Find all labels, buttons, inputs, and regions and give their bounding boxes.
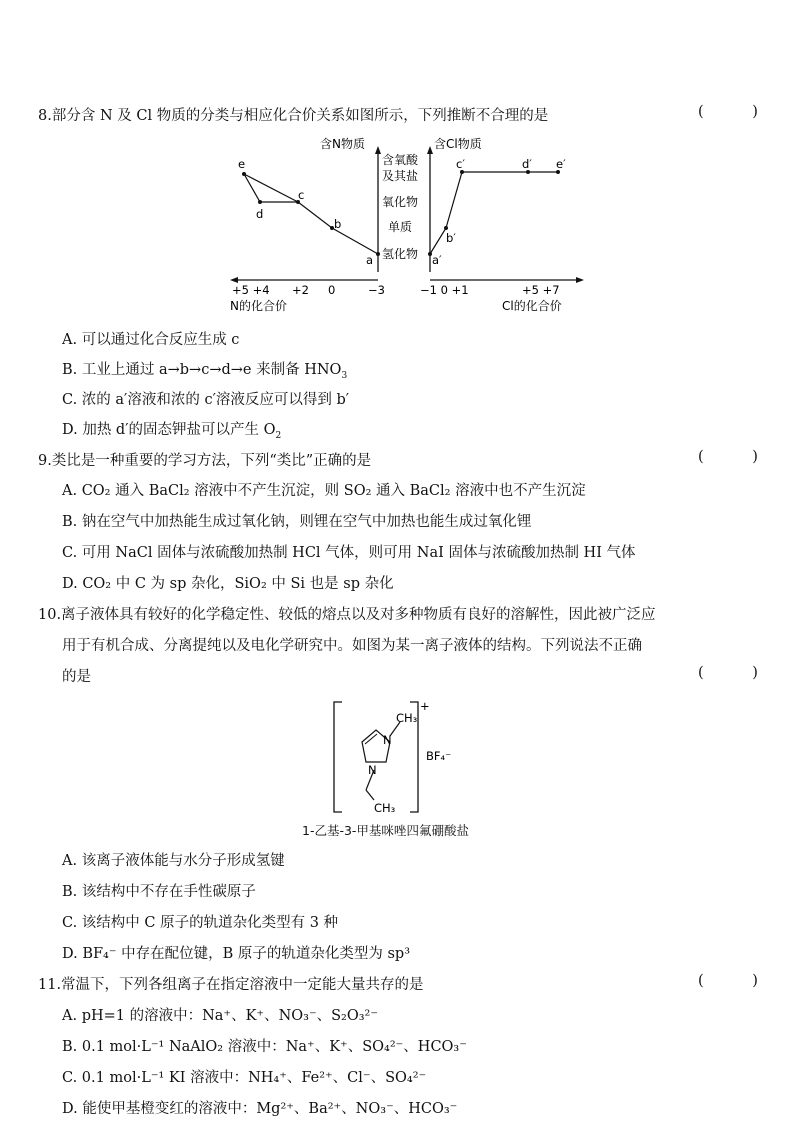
point-c-prime: c′ xyxy=(456,157,465,171)
q11-option-a: A. pH=1 的溶液中：Na⁺、K⁺、NO₃⁻、S₂O₃²⁻ xyxy=(62,1008,379,1024)
anion-bf4: BF₄⁻ xyxy=(426,749,452,763)
n-axis-label: N的化合价 xyxy=(230,299,287,313)
ch3-top: CH₃ xyxy=(396,711,418,725)
point-b: b xyxy=(334,217,342,231)
point-b-prime: b′ xyxy=(446,231,456,245)
q10-option-b: B. 该结构中不存在手性碳原子 xyxy=(62,884,256,900)
point-e-prime: e′ xyxy=(556,157,566,171)
point-d-prime: d′ xyxy=(522,157,532,171)
q11-stem: 11.常温下，下列各组离子在指定溶液中一定能大量共存的是 xyxy=(38,977,424,993)
n-title: 含N物质 xyxy=(320,137,365,151)
point-c: c xyxy=(298,188,305,202)
q8-valence-diagram xyxy=(222,134,592,314)
cat-oxyacid: 含氧酸 xyxy=(382,153,419,167)
n-tick-54: +5 +4 xyxy=(232,283,270,297)
point-e: e xyxy=(238,157,246,171)
q9-stem: 9.类比是一种重要的学习方法，下列“类比”正确的是 xyxy=(38,453,372,469)
q9-option-a: A. CO₂ 通入 BaCl₂ 溶液中不产生沉淀，则 SO₂ 通入 BaCl₂ 溶液中也不产生沉淀 xyxy=(62,483,586,499)
q10-option-c: C. 该结构中 C 原子的轨道杂化类型有 3 种 xyxy=(62,915,339,931)
n-bottom: N xyxy=(368,763,377,777)
q10-stem-line3: 的是 xyxy=(62,669,91,685)
q8-stem: 8.部分含 N 及 Cl 物质的分类与相应化合价关系如图所示，下列推断不合理的是 xyxy=(38,108,549,124)
q10-stem-line2: 用于有机合成、分离提纯以及电化学研究中。如图为某一离子液体的结构。下列说法不正确 xyxy=(62,638,642,654)
q10-option-a: A. 该离子液体能与水分子形成氢键 xyxy=(62,853,285,869)
cat-hydride: 氢化物 xyxy=(382,247,419,261)
q10-ionic-liquid-structure xyxy=(328,700,478,816)
cl-tick-57: +5 +7 xyxy=(522,283,560,297)
q8-option-c: C. 浓的 a′溶液和浓的 c′溶液反应可以得到 b′ xyxy=(62,392,350,408)
n-tick-2: +2 xyxy=(292,283,309,297)
cl-tick-m101: −1 0 +1 xyxy=(420,283,469,297)
q11-answer-paren: ( ) xyxy=(698,973,780,989)
q9-option-d: D. CO₂ 中 C 为 sp 杂化，SiO₂ 中 Si 也是 sp 杂化 xyxy=(62,576,394,592)
q8-option-d: D. 加热 d′的固态钾盐可以产生 $O_2$ xyxy=(62,422,282,441)
q10-option-d: D. BF₄⁻ 中存在配位键，B 原子的轨道杂化类型为 sp³ xyxy=(62,946,411,962)
q10-stem-line1: 10.离子液体具有较好的化学稳定性、较低的熔点以及对多种物质有良好的溶解性，因此被广泛应 xyxy=(38,607,656,623)
point-a-prime: a′ xyxy=(432,253,442,267)
ch3-bottom: CH₃ xyxy=(374,801,396,815)
q8-option-a: A. 可以通过化合反应生成 c xyxy=(62,332,240,348)
cat-element: 单质 xyxy=(388,220,413,234)
cat-salt: 及其盐 xyxy=(382,169,419,183)
cation-charge: + xyxy=(420,700,430,713)
cat-oxide: 氧化物 xyxy=(382,195,419,209)
q9-answer-paren: ( ) xyxy=(698,449,780,465)
q9-option-c: C. 可用 NaCl 固体与浓硫酸加热制 HCl 气体，则可用 NaI 固体与浓硫酸加热制 HI 气体 xyxy=(62,545,636,561)
cl-title: 含Cl物质 xyxy=(434,137,482,151)
q11-option-b: B. 0.1 mol·L⁻¹ NaAlO₂ 溶液中：Na⁺、K⁺、SO₄²⁻、HCO₃⁻ xyxy=(62,1039,467,1055)
q9-option-b: B. 钠在空气中加热能生成过氧化钠，则锂在空气中加热也能生成过氧化锂 xyxy=(62,514,532,530)
point-a: a xyxy=(366,253,374,267)
q8-answer-paren: ( ) xyxy=(698,104,780,120)
point-d: d xyxy=(256,207,264,221)
q10-structure-caption: 1-乙基-3-甲基咪唑四氟硼酸盐 xyxy=(302,823,469,838)
q11-option-d: D. 能使甲基橙变红的溶液中：Mg²⁺、Ba²⁺、NO₃⁻、HCO₃⁻ xyxy=(62,1101,458,1117)
q8-option-b: B. 工业上通过 a→b→c→d→e 来制备 $HNO_3$ xyxy=(62,362,348,381)
n-tick-m3: −3 xyxy=(368,283,385,297)
cl-axis-label: Cl的化合价 xyxy=(502,299,562,313)
q11-option-c: C. 0.1 mol·L⁻¹ KI 溶液中：NH₄⁺、Fe²⁺、Cl⁻、SO₄²⁻ xyxy=(62,1070,427,1086)
n-top: N xyxy=(383,733,392,747)
n-tick-0: 0 xyxy=(328,283,336,297)
q10-answer-paren: ( ) xyxy=(698,665,780,681)
